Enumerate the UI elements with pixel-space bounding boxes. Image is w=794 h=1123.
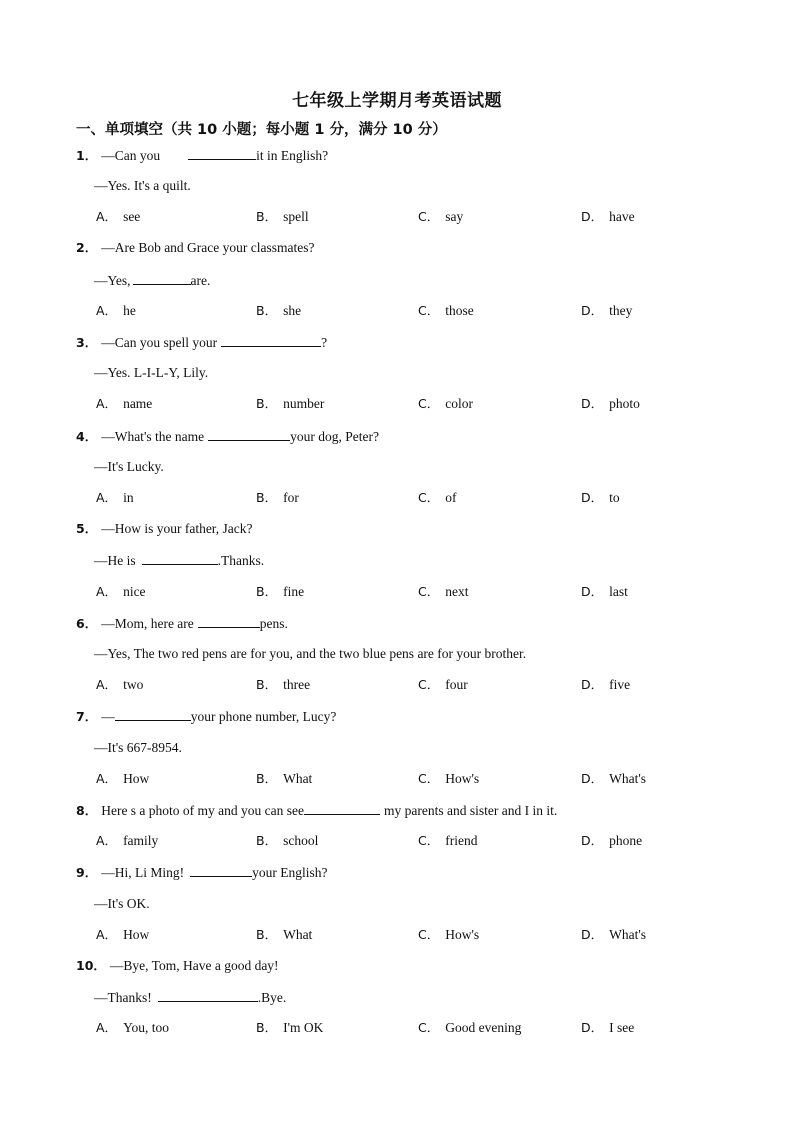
- option-text: spell: [283, 209, 309, 224]
- question-number: 4．: [76, 429, 98, 444]
- option-letter: D．: [581, 1020, 604, 1035]
- option-text: they: [609, 303, 633, 318]
- question-text: —What's the name: [101, 429, 205, 444]
- option-d[interactable]: [581, 489, 620, 507]
- option-letter: D．: [581, 771, 604, 786]
- option-letter: C．: [418, 303, 440, 318]
- question-text: —Are Bob and Grace your classmates?: [101, 240, 315, 255]
- question-text: —Thanks!: [94, 990, 152, 1005]
- question-text: —He is: [94, 553, 136, 568]
- answer-blank[interactable]: [142, 551, 218, 565]
- option-text: What: [283, 771, 313, 786]
- question-5-stem: [76, 520, 253, 538]
- answer-blank[interactable]: [304, 801, 380, 815]
- option-text: How: [123, 927, 150, 942]
- option-a[interactable]: [96, 832, 158, 850]
- option-letter: C．: [418, 584, 440, 599]
- question-4-reply: —It's Lucky.: [94, 459, 164, 474]
- option-text: You, too: [123, 1020, 169, 1035]
- section-heading: 一、单项填空（共 10 小题；每小题 1 分，满分 10 分）: [76, 122, 447, 138]
- question-6-reply: —Yes, The two red pens are for you, and the two blue pens are for your brother.: [94, 646, 527, 661]
- option-letter: C．: [418, 490, 440, 505]
- option-c[interactable]: [418, 676, 468, 694]
- option-a[interactable]: [96, 302, 136, 320]
- question-2-reply: [94, 271, 210, 290]
- answer-blank[interactable]: [158, 988, 258, 1002]
- option-text: What's: [609, 927, 647, 942]
- option-letter: A．: [96, 396, 118, 411]
- option-letter: C．: [418, 927, 440, 942]
- question-number: 8．: [76, 803, 98, 818]
- answer-blank[interactable]: [133, 271, 191, 285]
- option-letter: A．: [96, 490, 118, 505]
- question-9-reply: —It's OK.: [94, 896, 150, 911]
- option-text: for: [283, 490, 299, 505]
- option-letter: A．: [96, 1020, 118, 1035]
- option-text: How's: [445, 771, 480, 786]
- option-letter: C．: [418, 771, 440, 786]
- option-text: in: [123, 490, 134, 505]
- question-6-stem: [76, 614, 288, 633]
- option-text: phone: [609, 833, 643, 848]
- question-number: 9．: [76, 865, 98, 880]
- option-c[interactable]: [418, 489, 456, 507]
- option-letter: B．: [256, 833, 278, 848]
- option-letter: B．: [256, 677, 278, 692]
- option-a[interactable]: [96, 770, 149, 788]
- option-b[interactable]: [256, 676, 310, 694]
- option-text: of: [445, 490, 457, 505]
- option-text: What: [283, 927, 313, 942]
- option-letter: C．: [418, 833, 440, 848]
- option-text: to: [609, 490, 620, 505]
- option-c[interactable]: [418, 583, 468, 601]
- option-b[interactable]: [256, 395, 324, 413]
- option-text: friend: [445, 833, 478, 848]
- option-d[interactable]: [581, 1019, 634, 1037]
- answer-blank[interactable]: [198, 614, 260, 628]
- answer-blank[interactable]: [190, 863, 252, 877]
- option-c[interactable]: [418, 926, 479, 944]
- option-c[interactable]: [418, 395, 473, 413]
- option-d[interactable]: [581, 832, 642, 850]
- question-text: —Yes,: [94, 273, 131, 288]
- question-3-reply: —Yes. L-I-L-Y, Lily.: [94, 365, 209, 380]
- question-number: 1．: [76, 148, 98, 163]
- option-a[interactable]: [96, 1019, 169, 1037]
- question-number: 7．: [76, 709, 98, 724]
- question-text: your English?: [252, 865, 328, 880]
- option-letter: B．: [256, 927, 278, 942]
- option-c[interactable]: [418, 832, 477, 850]
- question-10-stem: [76, 957, 279, 975]
- option-b[interactable]: [256, 832, 318, 850]
- option-d[interactable]: [581, 770, 646, 788]
- question-1-reply: —Yes. It's a quilt.: [94, 178, 191, 193]
- option-a[interactable]: [96, 676, 143, 694]
- option-letter: C．: [418, 677, 440, 692]
- option-letter: B．: [256, 771, 278, 786]
- question-text: pens.: [259, 616, 288, 631]
- option-d[interactable]: [581, 583, 628, 601]
- question-text: your dog, Peter?: [290, 429, 379, 444]
- option-text: school: [283, 833, 319, 848]
- option-letter: A．: [96, 833, 118, 848]
- question-number: 10．: [76, 958, 106, 973]
- option-letter: D．: [581, 677, 604, 692]
- option-letter: D．: [581, 833, 604, 848]
- option-b[interactable]: [256, 208, 309, 226]
- option-text: How's: [445, 927, 480, 942]
- question-text: Here s a photo of my and you can see: [101, 803, 305, 818]
- option-text: color: [445, 396, 473, 411]
- option-text: she: [283, 303, 302, 318]
- question-text: my parents and sister and I in it.: [384, 803, 558, 818]
- question-text: —Can you: [101, 148, 161, 163]
- option-letter: D．: [581, 584, 604, 599]
- option-b[interactable]: [256, 489, 299, 507]
- question-3-stem: [76, 333, 327, 352]
- option-letter: B．: [256, 1020, 278, 1035]
- question-text: —: [101, 709, 115, 724]
- option-text: three: [283, 677, 311, 692]
- option-text: fine: [283, 584, 305, 599]
- option-letter: C．: [418, 396, 440, 411]
- option-d[interactable]: [581, 208, 635, 226]
- option-a[interactable]: [96, 583, 146, 601]
- question-5-reply: [94, 551, 264, 570]
- question-text: are.: [190, 273, 211, 288]
- option-text: How: [123, 771, 150, 786]
- option-a[interactable]: [96, 926, 149, 944]
- option-b[interactable]: [256, 770, 312, 788]
- option-a[interactable]: [96, 395, 152, 413]
- option-letter: D．: [581, 303, 604, 318]
- answer-blank[interactable]: [188, 146, 256, 160]
- answer-blank[interactable]: [221, 333, 321, 347]
- question-number: 3．: [76, 335, 98, 350]
- question-text: —Hi, Li Ming!: [101, 865, 185, 880]
- option-letter: B．: [256, 209, 278, 224]
- option-text: I'm OK: [283, 1020, 324, 1035]
- option-d[interactable]: [581, 926, 646, 944]
- option-text: next: [445, 584, 469, 599]
- question-number: 5．: [76, 521, 98, 536]
- option-letter: A．: [96, 584, 118, 599]
- option-letter: A．: [96, 209, 118, 224]
- option-text: have: [609, 209, 635, 224]
- option-letter: C．: [418, 209, 440, 224]
- question-1-stem: [76, 146, 328, 165]
- question-number: 6．: [76, 616, 98, 631]
- question-10-reply: [94, 988, 286, 1007]
- option-letter: D．: [581, 490, 604, 505]
- option-text: photo: [609, 396, 640, 411]
- option-c[interactable]: [418, 302, 474, 320]
- option-letter: B．: [256, 490, 278, 505]
- option-c[interactable]: [418, 1019, 521, 1037]
- question-text: —Bye, Tom, Have a good day!: [109, 958, 279, 973]
- question-text: —Mom, here are: [101, 616, 194, 631]
- question-7-stem: [76, 707, 336, 726]
- option-b[interactable]: [256, 302, 301, 320]
- question-text: ?: [321, 335, 328, 350]
- option-text: he: [123, 303, 136, 318]
- question-text: .Thanks.: [217, 553, 265, 568]
- question-4-stem: [76, 427, 379, 446]
- option-d[interactable]: [581, 395, 640, 413]
- option-letter: B．: [256, 396, 278, 411]
- option-b[interactable]: [256, 1019, 323, 1037]
- option-letter: A．: [96, 771, 118, 786]
- option-text: see: [123, 209, 141, 224]
- option-letter: A．: [96, 677, 118, 692]
- option-text: What's: [609, 771, 647, 786]
- option-letter: D．: [581, 209, 604, 224]
- option-text: Good evening: [445, 1020, 522, 1035]
- option-text: four: [445, 677, 468, 692]
- option-text: those: [445, 303, 474, 318]
- option-text: two: [123, 677, 144, 692]
- option-a[interactable]: [96, 208, 140, 226]
- option-letter: D．: [581, 396, 604, 411]
- option-letter: A．: [96, 927, 118, 942]
- option-b[interactable]: [256, 926, 312, 944]
- option-a[interactable]: [96, 489, 134, 507]
- option-text: five: [609, 677, 631, 692]
- option-letter: D．: [581, 927, 604, 942]
- option-c[interactable]: [418, 770, 479, 788]
- question-2-stem: [76, 239, 315, 257]
- question-text: your phone number, Lucy?: [190, 709, 337, 724]
- option-letter: A．: [96, 303, 118, 318]
- question-9-stem: [76, 863, 327, 882]
- option-text: name: [123, 396, 153, 411]
- question-text: .Bye.: [257, 990, 287, 1005]
- option-text: I see: [609, 1020, 635, 1035]
- option-text: nice: [123, 584, 146, 599]
- option-d[interactable]: [581, 676, 630, 694]
- question-text: —Can you spell your: [101, 335, 218, 350]
- question-8-stem: [76, 801, 557, 820]
- question-text: it in English?: [256, 148, 329, 163]
- page-title: 七年级上学期月考英语试题: [292, 91, 502, 111]
- option-text: say: [445, 209, 464, 224]
- option-b[interactable]: [256, 583, 304, 601]
- option-letter: B．: [256, 303, 278, 318]
- question-number: 2．: [76, 240, 98, 255]
- question-text: —How is your father, Jack?: [101, 521, 253, 536]
- option-text: number: [283, 396, 325, 411]
- question-7-reply: —It's 667-8954.: [94, 740, 182, 755]
- answer-blank[interactable]: [208, 427, 290, 441]
- option-letter: C．: [418, 1020, 440, 1035]
- option-text: last: [609, 584, 628, 599]
- option-d[interactable]: [581, 302, 632, 320]
- option-text: family: [123, 833, 159, 848]
- option-c[interactable]: [418, 208, 463, 226]
- option-letter: B．: [256, 584, 278, 599]
- answer-blank[interactable]: [115, 707, 191, 721]
